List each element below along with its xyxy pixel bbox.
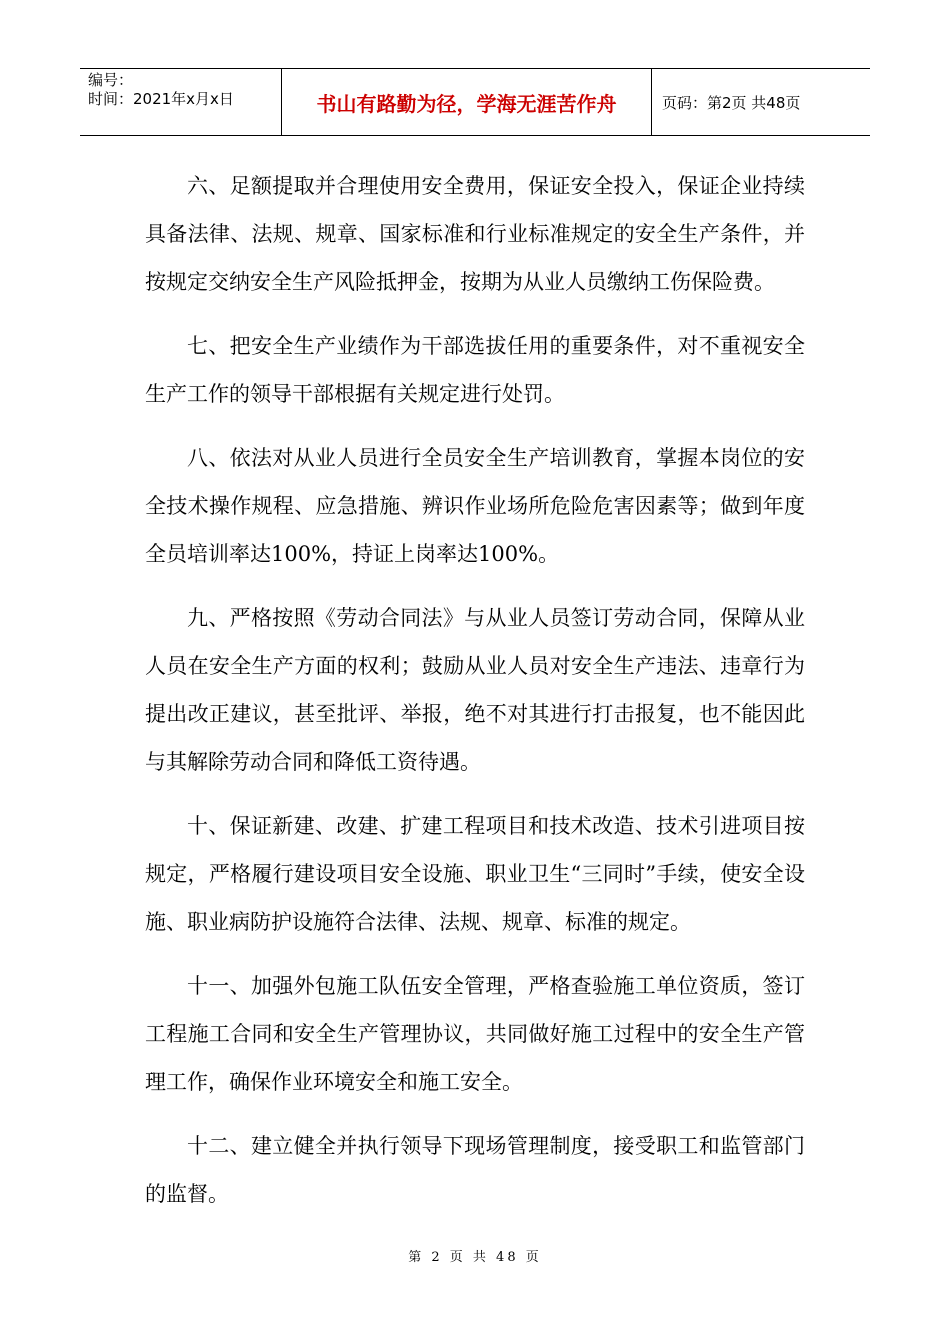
paragraph-7: 七、把安全生产业绩作为干部选拔任用的重要条件，对不重视安全生产工作的领导干部根据有关规定进行处罚。 [145, 334, 805, 406]
document-body [145, 162, 805, 1234]
page-footer: 第 2 页 共 48 页 [408, 1250, 542, 1265]
paragraph-11: 十一、加强外包施工队伍安全管理，严格查验施工单位资质，签订工程施工合同和安全生产管理协议，共同做好施工过程中的安全生产管理工作，确保作业环境安全和施工安全。 [145, 974, 805, 1094]
document-number-label: 编号： [88, 71, 134, 89]
document-time-label: 时间：2021年x月x日 [88, 90, 234, 108]
paragraph-8: 八、依法对从业人员进行全员安全生产培训教育，掌握本岗位的安全技术操作规程、应急措施、辨识作业场所危险危害因素等；做到年度全员培训率达100%，持证上岗率达100%。 [145, 446, 805, 566]
header-motto: 书山有路勤为径，学海无涯苦作舟 [282, 69, 652, 135]
paragraph-12: 十二、建立健全并执行领导下现场管理制度，接受职工和监管部门的监督。 [145, 1134, 805, 1206]
paragraph-9: 九、严格按照《劳动合同法》与从业人员签订劳动合同，保障从业人员在安全生产方面的权利；鼓励从业人员对安全生产违法、违章行为提出改正建议，甚至批评、举报，绝不对其进行打击报复，也不能因此与其解除劳动合同和降低工资待遇。 [145, 606, 805, 774]
header-meta-cell [80, 69, 282, 135]
header-page-info: 页码：第2页 共48页 [662, 93, 801, 112]
page-header [80, 68, 870, 136]
paragraph-10: 十、保证新建、改建、扩建工程项目和技术改造、技术引进项目按规定，严格履行建设项目安全设施、职业卫生“三同时”手续，使安全设施、职业病防护设施符合法律、法规、规章、标准的规定。 [145, 814, 805, 934]
paragraph-6: 六、足额提取并合理使用安全费用，保证安全投入，保证企业持续具备法律、法规、规章、国家标准和行业标准规定的安全生产条件，并按规定交纳安全生产风险抵押金，按期为从业人员缴纳工伤保险费。 [145, 174, 805, 294]
